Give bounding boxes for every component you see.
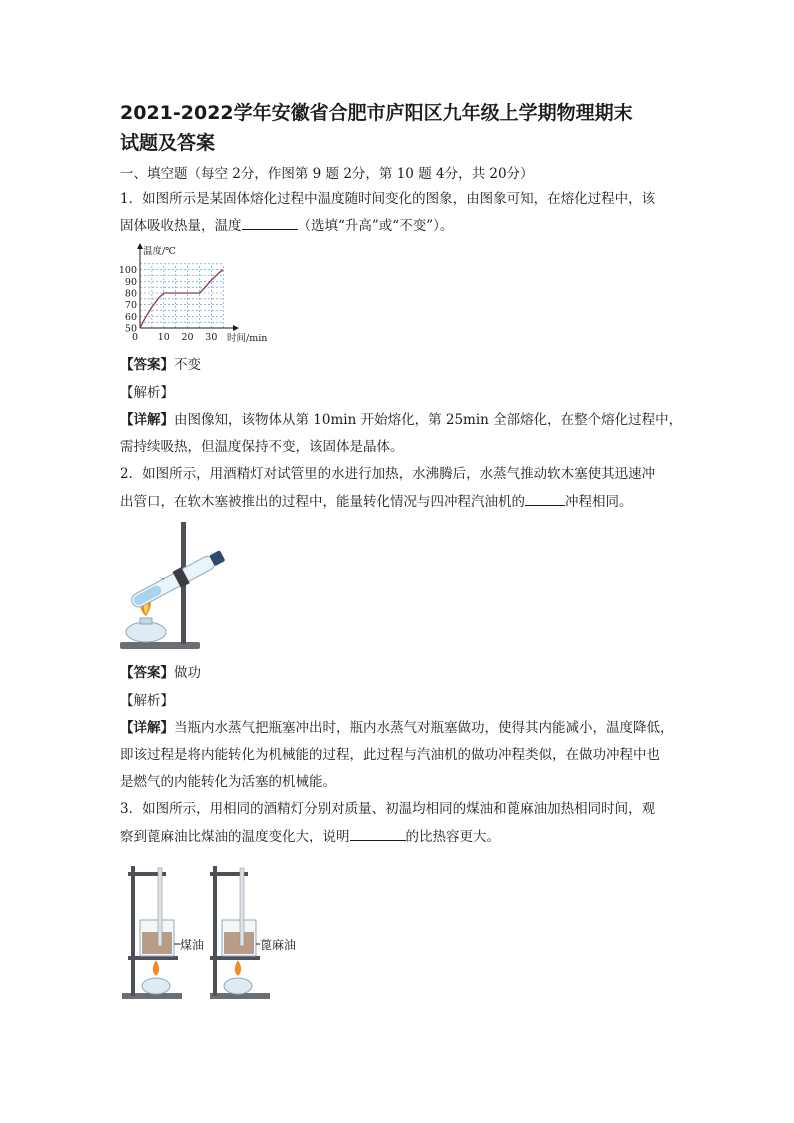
lamp-neck <box>140 618 152 624</box>
q2-stem-line-2 <box>120 491 633 512</box>
q2-answer <box>120 663 201 683</box>
answer-tag: 【答案】 <box>120 665 174 681</box>
lamp-body <box>126 622 166 642</box>
q2-detail-line-2: 即该过程是将内能转化为机械能的过程，此过程与汽油机的做功冲程类似，在做功冲程中也 <box>120 747 660 763</box>
q2-stem-line-1: 2．如图所示，用酒精灯对试管里的水进行加热，水沸腾后，水蒸气推动软木塞使其迅速冲 <box>120 466 656 482</box>
y-axis-label: 温度/℃ <box>143 246 176 257</box>
q2-detail-text-1: 当瓶内水蒸气把瓶塞冲出时，瓶内水蒸气对瓶塞做功，使得其内能减小，温度降低， <box>174 720 674 736</box>
right-lamp <box>224 978 252 994</box>
q2-detail-line-3: 是燃气的内能转化为活塞的机械能。 <box>120 774 336 790</box>
q1-detail-line-1 <box>120 410 682 430</box>
answer-tag: 【答案】 <box>120 357 174 373</box>
castor-oil-apparatus <box>210 866 296 999</box>
left-thermometer <box>158 868 162 946</box>
q3-stem-line-2 <box>120 826 500 847</box>
q1-detail-text-1: 由图像知，该物体从第 10min 开始熔化，第 25min 全部熔化，在整个熔化过程中， <box>174 412 683 428</box>
test-tube-heating-figure <box>118 518 238 654</box>
left-flame-icon <box>153 960 159 976</box>
right-thermometer <box>240 868 244 946</box>
left-liquid <box>142 932 172 954</box>
castor-oil-label: 蓖麻油 <box>260 938 297 952</box>
y-tick-label: 60 <box>124 311 137 323</box>
kerosene-apparatus <box>122 866 204 999</box>
y-tick-label: 90 <box>124 276 137 288</box>
q1-stem-line-1: 1．如图所示是某固体熔化过程中温度随时间变化的图象，由图象可知，在熔化过程中，该 <box>120 191 656 207</box>
q1-stem-line-2 <box>120 215 453 236</box>
x-tick-label: 10 <box>157 332 170 343</box>
left-lamp <box>142 978 170 994</box>
q2-answer-blank <box>525 491 565 506</box>
stand-base <box>120 642 200 649</box>
melting-temperature-chart <box>116 240 276 348</box>
q1-detail-line-2: 需持续吸热，但温度保持不变，该固体是晶体。 <box>120 439 404 455</box>
y-tick-label: 80 <box>124 288 137 300</box>
q1-stem-part-a: 固体吸收热量，温度 <box>120 218 242 234</box>
x-tick-label: 0 <box>131 332 138 343</box>
x-tick-label: 30 <box>205 332 218 343</box>
kerosene-label: 煤油 <box>180 938 205 952</box>
q1-answer-blank <box>242 215 298 230</box>
chart-grid <box>140 264 223 328</box>
y-tick-labels <box>119 265 137 334</box>
q2-stem-part-b: 冲程相同。 <box>565 494 633 510</box>
section-heading: 一、填空题（每空 2分，作图第 9 题 2分，第 10 题 4分，共 20分） <box>120 166 534 182</box>
left-ring <box>128 956 178 960</box>
q1-answer-text: 不变 <box>174 357 201 373</box>
y-tick-label: 100 <box>118 265 137 277</box>
x-tick-label: 20 <box>181 332 194 343</box>
q1-answer <box>120 355 201 375</box>
oil-heating-figure <box>118 858 318 1003</box>
detail-tag: 【详解】 <box>120 412 174 428</box>
title-line-1: 2021-2022学年安徽省合肥市庐阳区九年级上学期物理期末 <box>120 102 633 124</box>
right-flame-icon <box>235 960 241 976</box>
right-liquid <box>224 932 254 954</box>
detail-tag: 【详解】 <box>120 720 174 736</box>
x-axis-label: 时间/min <box>227 333 268 344</box>
q1-analysis-tag: 【解析】 <box>120 385 174 401</box>
q3-stem-line-1: 3．如图所示，用相同的酒精灯分别对质量、初温均相同的煤油和蓖麻油加热相同时间，观 <box>120 801 656 817</box>
title-line-2: 试题及答案 <box>120 132 216 154</box>
left-stand-rod <box>131 866 135 996</box>
q3-stem-part-b: 的比热容更大。 <box>405 829 500 845</box>
q2-stem-part-a: 出管口，在软木塞被推出的过程中，能量转化情况与四冲程汽油机的 <box>120 494 525 510</box>
y-tick-label: 50 <box>124 323 137 335</box>
q2-answer-text: 做功 <box>174 665 201 681</box>
q1-stem-part-b: （选填“升高”或“不变”）。 <box>297 218 454 234</box>
y-tick-label: 70 <box>124 300 137 312</box>
q2-analysis-tag: 【解析】 <box>120 693 174 709</box>
q3-answer-blank <box>350 826 406 841</box>
right-ring <box>210 956 260 960</box>
x-tick-labels <box>132 332 217 343</box>
q2-detail-line-1 <box>120 718 674 738</box>
q3-stem-part-a: 察到蓖麻油比煤油的温度变化大，说明 <box>120 829 350 845</box>
page-title <box>120 98 680 158</box>
right-stand-rod <box>213 866 217 996</box>
